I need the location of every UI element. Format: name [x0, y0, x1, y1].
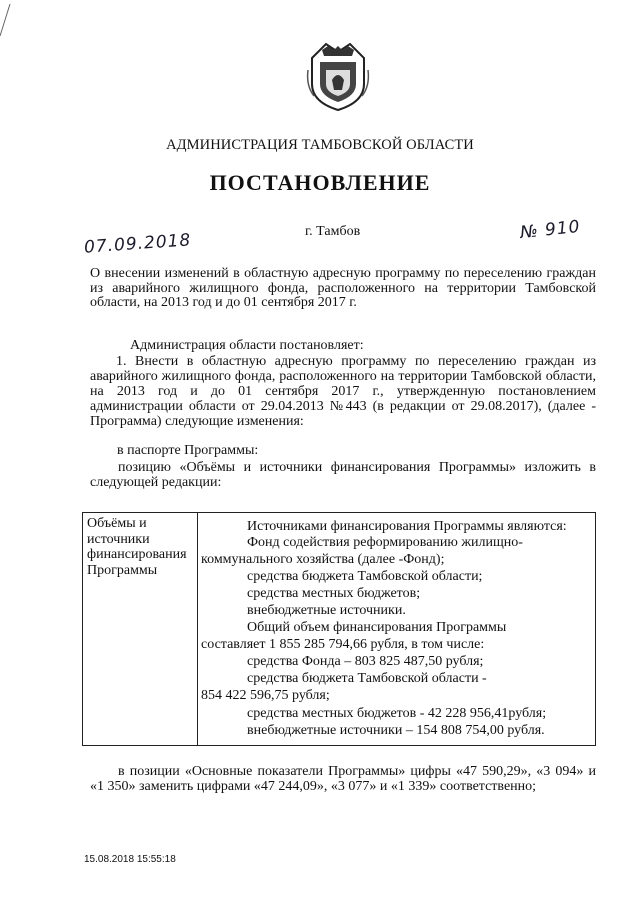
- coat-of-arms-emblem: [304, 40, 372, 112]
- print-timestamp: 15.08.2018 15:55:18: [84, 854, 176, 865]
- document-type: ПОСТАНОВЛЕНИЕ: [209, 170, 431, 195]
- handwritten-number: № 910: [519, 216, 582, 244]
- table-line: коммунального хозяйства (далее -Фонд);: [201, 552, 445, 567]
- financing-table: [82, 512, 596, 746]
- organization-title: АДМИНИСТРАЦИЯ ТАМБОВСКОЙ ОБЛАСТИ: [166, 137, 474, 153]
- preamble: Администрация области постановляет:: [130, 338, 364, 353]
- table-line: Фонд содействия реформированию жилищно-: [247, 535, 523, 550]
- table-line: средства бюджета Тамбовской области;: [247, 569, 483, 584]
- city: г. Тамбов: [305, 224, 361, 239]
- table-line: внебюджетные источники.: [247, 603, 406, 618]
- table-line: внебюджетные источники – 154 808 754,00 рубля.: [247, 723, 545, 738]
- corner-mark: [0, 0, 12, 40]
- table-line: составляет 1 855 285 794,66 рубля, в том числе:: [201, 637, 485, 652]
- table-line: средства местных бюджетов;: [247, 586, 421, 601]
- table-line: средства бюджета Тамбовской области -: [247, 671, 487, 686]
- handwritten-date: 07.09.2018: [83, 230, 192, 258]
- replacement-paragraph: в позиции «Основные показатели Программы» цифры «47 590,29», «3 094» и «1 350» заменить цифрами «47 244,09», «3 077» и «1 339» соответственно;: [90, 764, 596, 794]
- table-left-cell: Объёмы и источники финансирования Программы: [87, 516, 187, 578]
- table-line: 854 422 596,75 рубля;: [201, 688, 330, 703]
- table-line: Общий объем финансирования Программы: [247, 620, 507, 635]
- table-divider: [197, 513, 198, 745]
- document-subject: О внесении изменений в областную адресную программу по переселению граждан из аварийного жилищного фонда, расположенного на территории Тамбовской области, на 2013 год и до 01 сентября 2017 г.: [90, 266, 596, 310]
- table-line: средства Фонда – 803 825 487,50 рубля;: [247, 654, 484, 669]
- table-line: Источниками финансирования Программы являются:: [247, 519, 567, 534]
- position-line: позицию «Объёмы и источники финансирования Программы» изложить в следующей редакции:: [90, 460, 596, 490]
- item-1: 1. Внести в областную адресную программу по переселению граждан из аварийного жилищного фонда, расположенного на территории Тамбовской области, на 2013 год и до 01 сентября 2017 г., утвержденную постановлением администрации области от 29.04.2013 №443 (в редакции от 29.08.2017), (далее - Программа) следующие изменения:: [90, 354, 596, 429]
- passport-line: в паспорте Программы:: [117, 443, 259, 458]
- table-line: средства местных бюджетов - 42 228 956,41рубля;: [247, 706, 547, 721]
